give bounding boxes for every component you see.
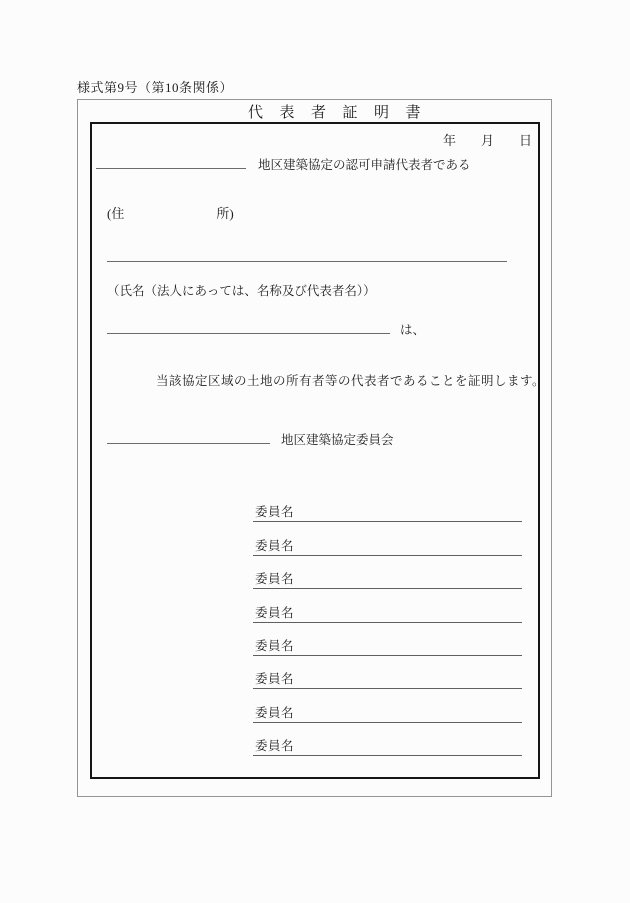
- certificate-title: 代表者証明書: [248, 105, 438, 121]
- applicant-line: [96, 152, 471, 173]
- member-row: [253, 556, 522, 589]
- member-row: [253, 723, 522, 756]
- member-name-label: 委員名: [255, 672, 295, 687]
- member-name-label: 委員名: [255, 505, 295, 520]
- certificate-inner-border: [90, 122, 546, 779]
- committee-line: [107, 427, 394, 448]
- member-row: [253, 656, 522, 689]
- address-label: [107, 203, 234, 222]
- member-row: [253, 489, 522, 522]
- day-label: 日: [518, 133, 532, 148]
- member-name-label: 委員名: [255, 572, 295, 587]
- name-blank-field: [107, 317, 390, 334]
- address-blank-field: [107, 261, 507, 262]
- form-number-label: 様式第9号（第10条関係）: [77, 80, 234, 95]
- member-name-label: 委員名: [255, 638, 295, 653]
- year-label: 年: [442, 133, 456, 148]
- date-line: [443, 130, 532, 149]
- name-note-label: （氏名（法人にあっては、名称及び代表者名））: [107, 284, 376, 298]
- applicant-line-label: 地区建築協定の認可申請代表者である: [258, 158, 471, 172]
- member-row: [253, 623, 522, 656]
- member-row: [253, 689, 522, 722]
- applicant-name-blank-field: [96, 152, 246, 169]
- member-name-label: 委員名: [255, 605, 295, 620]
- month-label: 月: [480, 133, 494, 148]
- address-label-close: 所): [216, 206, 234, 221]
- committee-blank-field: [107, 427, 270, 444]
- member-row: [253, 589, 522, 622]
- name-line: [107, 317, 425, 338]
- member-name-label: 委員名: [255, 538, 295, 553]
- name-line-suffix-label: は、: [400, 323, 426, 337]
- committee-label: 地区建築協定委員会: [281, 433, 394, 447]
- member-name-label: 委員名: [255, 739, 295, 754]
- statement-text: 当該協定区域の土地の所有者等の代表者であることを証明します。: [156, 374, 546, 388]
- committee-members-list: [253, 489, 522, 756]
- address-label-open: (住: [107, 206, 125, 221]
- member-name-label: 委員名: [255, 705, 295, 720]
- member-row: [253, 522, 522, 555]
